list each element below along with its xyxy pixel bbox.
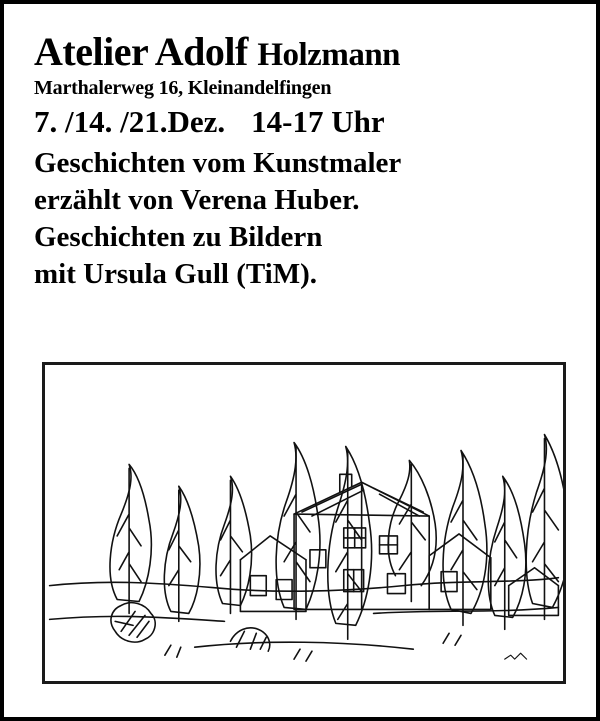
event-days: 7. /14. /21.Dez. <box>34 103 226 139</box>
description-line-3: Geschichten zu Bildern <box>34 221 323 254</box>
venue-address: Marthalerweg 16, Kleinandelfingen <box>34 76 332 99</box>
event-time: 14-17 Uhr <box>251 103 385 139</box>
description-line-4: mit Ursula Gull (TiM). <box>34 258 318 291</box>
page-title <box>34 29 566 74</box>
event-dates <box>34 105 566 139</box>
headline-secondary: Holzmann <box>257 37 401 73</box>
description-line-2: erzählt von Verena Huber. <box>34 184 360 216</box>
headline-main: Atelier Adolf <box>34 29 248 74</box>
description-line-1: Geschichten vom Kunstmaler <box>34 146 402 179</box>
village-illustration <box>42 362 566 684</box>
